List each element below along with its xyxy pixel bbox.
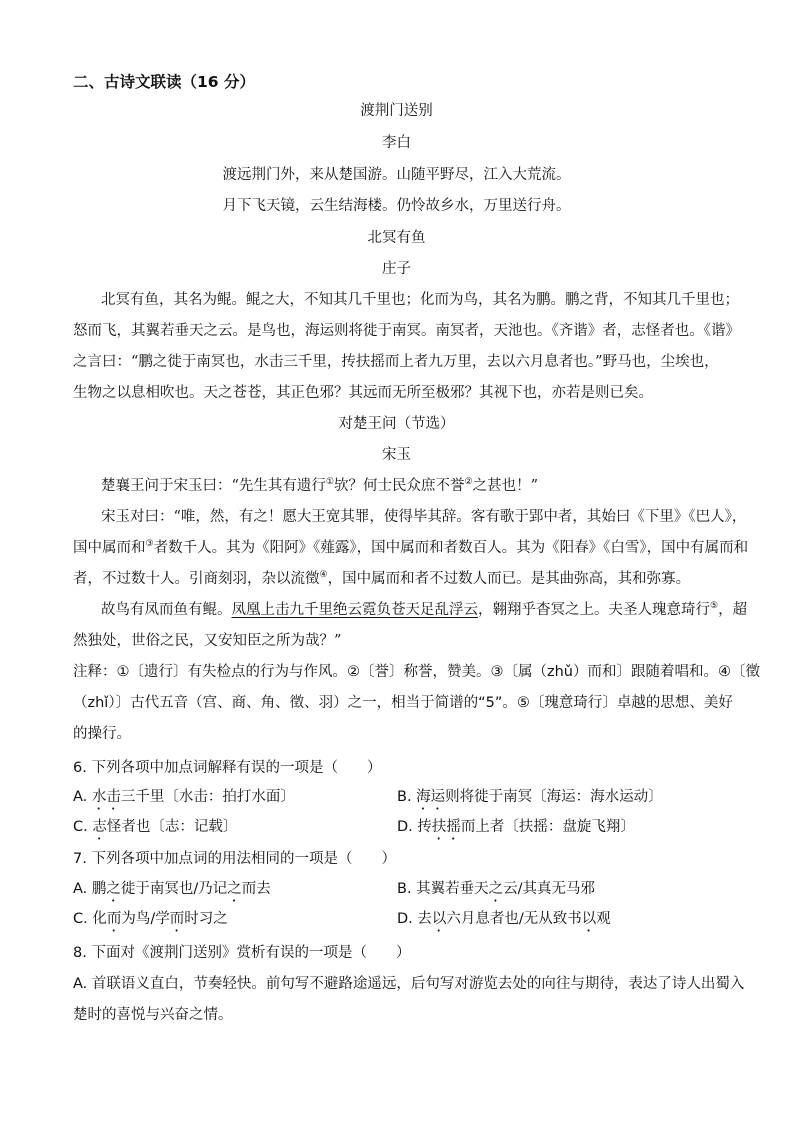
footnote-ref-3: ③ <box>145 539 154 550</box>
q7-stem: 7. 下列各项中加点词的用法相同的一项是（ ） <box>73 851 396 867</box>
poem-title: 渡荆门送别 <box>360 103 433 119</box>
text3-para-2-line-3: 者，不过数十人。引商刻羽，杂以流徵④，国中属而和者不过数人而已。是其曲弥高，其和弥寡。 <box>73 570 691 587</box>
footnote-ref-1: ① <box>325 477 334 488</box>
text2-author: 庄子 <box>382 261 411 277</box>
q6-option-d: D. 抟扶摇而上者〔扶摇：盘旋飞翔〕 <box>397 819 635 835</box>
underlined-sentence: 凤凰上击九千里绝云霓负苍天足乱浮云 <box>231 602 478 618</box>
text2-line-1: 北冥有鱼，其名为鲲。鲲之大，不知其几千里也；化而为鸟，其名为鹏。鹏之背，不知其几千里也； <box>101 292 739 308</box>
q8-option-a-line-1: A. 首联语义直白，节奏轻快。前句写不避路途遥远，后句写对游览去处的向往与期待，表达了诗人出蜀入 <box>73 976 745 992</box>
text3-title: 对楚王问（节选） <box>338 416 455 432</box>
section-title: 二、古诗文联读（16 分） <box>73 73 255 91</box>
text3-para-2-line-2: 国中属而和③者数千人。其为《阳阿》《薤露》，国中属而和者数百人。其为《阳春》《白雪》，国中有属而和 <box>73 539 749 556</box>
q6-stem: 6. 下列各项中加点词解释有误的一项是（ ） <box>73 760 382 776</box>
q7-option-c: C. 化而为鸟/学而时习之 <box>73 911 228 927</box>
q8-stem: 8. 下面对《渡荆门送别》赏析有误的一项是（ ） <box>73 945 411 961</box>
text2-line-2: 怒而飞，其翼若垂天之云。是鸟也，海运则将徙于南冥。南冥者，天池也。《齐谐》者，志怪者也。《谐》 <box>73 323 740 339</box>
text3-para-1: 楚襄王问于宋玉曰：“先生其有遗行①欤？何士民众庶不誉②之甚也！” <box>101 477 538 494</box>
text2-title: 北冥有鱼 <box>367 230 426 246</box>
text3-para-2-line-1: 宋玉对曰：“唯，然，有之！愿大王宽其罪，使得毕其辞。客有歌于郢中者，其始曰《下里》《巴人》， <box>101 509 747 525</box>
poem-line-2: 月下飞天镜，云生结海楼。仍怜故乡水，万里送行舟。 <box>222 198 571 214</box>
text3-para-3-line-2: 然独处，世俗之民，又安知臣之所为哉？” <box>73 633 342 649</box>
q7-option-a: A. 鹏之徙于南冥也/乃记之而去 <box>73 881 271 897</box>
text2-line-3: 之言曰：“鹏之徙于南冥也，水击三千里，抟扶摇而上者九万里，去以六月息者也。”野马也，尘埃也， <box>73 354 719 370</box>
q8-option-a-line-2: 楚时的喜悦与兴奋之情。 <box>73 1007 233 1023</box>
footnote-ref-2: ② <box>464 477 473 488</box>
q6-option-a: A. 水击三千里〔水击：拍打水面〕 <box>73 789 295 805</box>
q7-option-d: D. 去以六月息者也/无从致书以观 <box>397 911 611 927</box>
poem-line-1: 渡远荆门外，来从楚国游。山随平野尽，江入大荒流。 <box>222 167 571 183</box>
text3-author: 宋玉 <box>382 447 411 463</box>
q6-option-b: B. 海运则将徙于南冥〔海运：海水运动〕 <box>397 789 663 805</box>
poem-author: 李白 <box>382 135 411 151</box>
q6-option-c: C. 志怪者也〔志：记载〕 <box>73 819 238 835</box>
notes-line-1: 注释：①〔遗行〕有失检点的行为与作风。②〔誉〕称誉，赞美。③〔属（zhǔ）而和〕跟随着唱和。④〔徵 <box>73 664 760 680</box>
notes-line-3: 的操行。 <box>73 726 131 742</box>
footnote-ref-4: ④ <box>319 570 328 581</box>
text3-para-3-line-1: 故鸟有凤而鱼有鲲。凤凰上击九千里绝云霓负苍天足乱浮云，翱翔乎杳冥之上。夫圣人瑰意琦行⑤，超 <box>101 601 748 618</box>
footnote-ref-5: ⑤ <box>710 601 719 612</box>
text2-line-4: 生物之以息相吹也。天之苍苍，其正色邪？其远而无所至极邪？其视下也，亦若是则已矣。 <box>73 385 653 401</box>
q7-option-b: B. 其翼若垂天之云/其真无马邪 <box>397 881 596 897</box>
notes-line-2: （zhǐ）〕古代五音（宫、商、角、徵、羽）之一，相当于简谱的“5”。⑤〔瑰意琦行〕卓越的思想、美好 <box>73 695 733 711</box>
